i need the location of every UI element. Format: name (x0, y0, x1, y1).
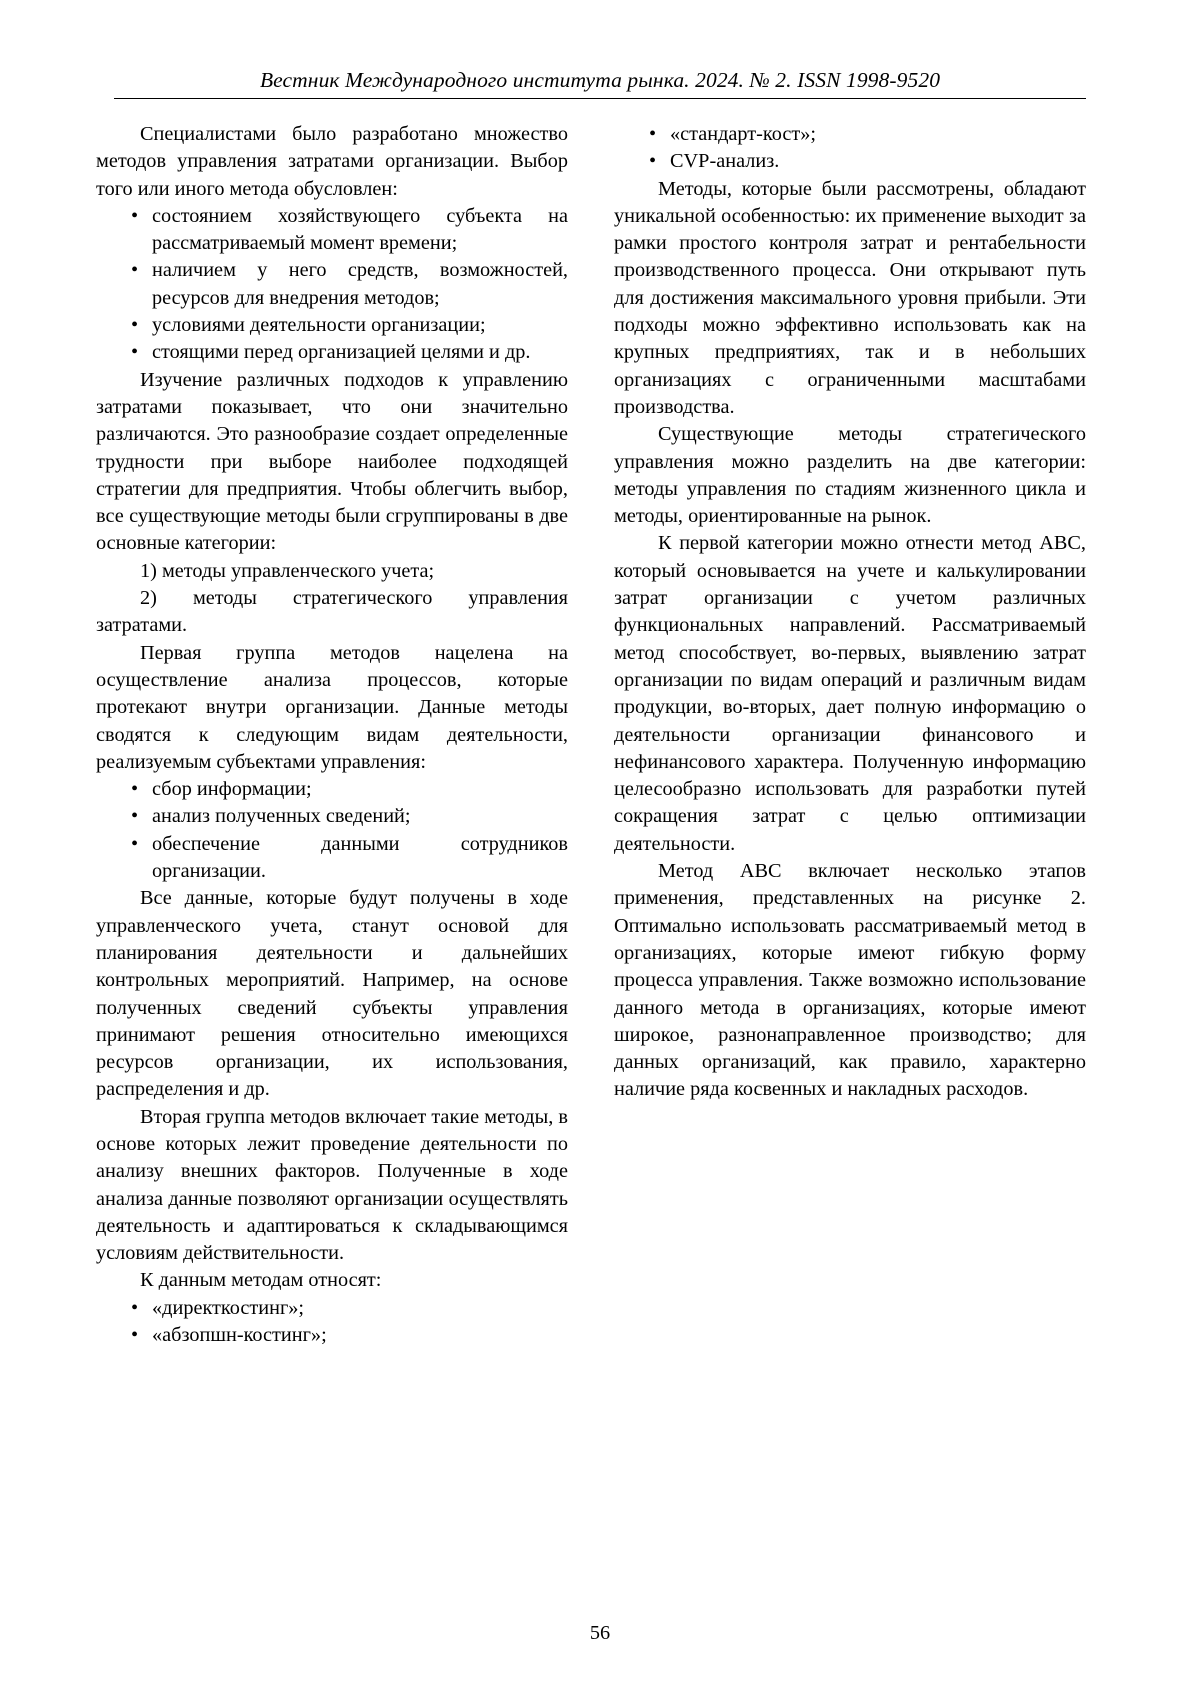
bullet-list-methods (96, 1295, 568, 1350)
list-item (96, 339, 568, 366)
paragraph: Метод АВС включает несколько этапов применения, представленных на рисунке 2. Оптимально использовать рассматриваемый метод в организациях, которые имеют гибкую форму процесса управления. Также возможно использование данного метода в организациях, которые имеют широкое, разнонаправленное производство; для данных организаций, как правило, характерно наличие ряда косвенных и накладных расходов. (614, 860, 1086, 1101)
paragraph: Изучение различных подходов к управлению затратами показывает, что они значительно различаются. Это разнообразие создает определенные трудности при выборе наиболее подходящей стратегии для предприятия. Чтобы облегчить выбор, все существующие методы были сгруппированы в две основные категории: (96, 368, 568, 555)
paragraph: Первая группа методов нацелена на осуществление анализа процессов, которые протекают внутри организации. Данные методы сводятся к следующим видам деятельности, реализуемым субъектами управления: (96, 641, 568, 773)
list-item (96, 257, 568, 312)
list-item (96, 831, 568, 886)
paragraph: Специалистами было разработано множество методов управления затратами организации. Выбор того или иного метода обусловлен: (96, 123, 568, 200)
bullet-icon: • (131, 259, 139, 282)
bullet-icon: • (131, 1324, 139, 1347)
list-item-label: CVP-анализ. (670, 150, 780, 173)
bullet-list-criteria (96, 203, 568, 367)
list-item-label: состоянием хозяйствующего субъекта на рассматриваемый момент времени; (152, 204, 568, 255)
paragraph: К первой категории можно отнести метод АВС, который основывается на учете и калькулировании затрат организации с учетом различных функциональных направлений. Рассматриваемый метод способствует, во-первых, выявлению затрат организации по видам операций и различным видам продукции, во-вторых, дает полную информацию о деятельности организации финансового и нефинансового характера. Полученную информацию целесообразно использовать для разработки путей сокращения затрат с целью оптимизации деятельности. (614, 532, 1086, 855)
paragraph: Вторая группа методов включает такие методы, в основе которых лежит проведение деятельности по анализу внешних факторов. Полученные в ходе анализа данные позволяют организации осуществлять деятельность и адаптироваться к складывающимся условиям действительности. (96, 1105, 568, 1265)
list-item (96, 776, 568, 803)
list-item-label: анализ полученных сведений; (152, 805, 411, 828)
list-item (96, 1322, 568, 1349)
bullet-icon: • (649, 150, 657, 173)
list-item-label: обеспечение данными сотрудников организации. (152, 832, 568, 883)
bullet-icon: • (131, 341, 139, 364)
paragraph: Все данные, которые будут получены в ходе управленческого учета, станут основой для планирования деятельности и дальнейших контрольных мероприятий. Например, на основе полученных сведений субъекты управления принимают решения относительно имеющихся ресурсов организации, их использования, распределения и др. (96, 887, 568, 1101)
list-item (96, 203, 568, 258)
list-item-label: «стандарт-кост»; (670, 123, 817, 145)
right-column (614, 121, 1086, 1349)
list-item-label: «директкостинг»; (152, 1296, 305, 1319)
bullet-icon: • (131, 805, 139, 828)
list-item-label: сбор информации; (152, 778, 312, 801)
list-item (96, 1295, 568, 1322)
left-column (96, 121, 568, 1349)
bullet-list-activities (96, 776, 568, 885)
bullet-icon: • (131, 1296, 139, 1319)
numbered-item: 2) методы стратегического управления затратами. (96, 587, 568, 637)
running-head: Вестник Международного института рынка. 2024. № 2. ISSN 1998-9520 (114, 68, 1086, 99)
list-item (96, 312, 568, 339)
list-item-label: «абзопшн-костинг»; (152, 1324, 327, 1347)
list-item (96, 803, 568, 830)
paragraph: Существующие методы стратегического управления можно разделить на две категории: методы управления по стадиям жизненного цикла и методы, ориентированные на рынок. (614, 423, 1086, 528)
paragraph: Методы, которые были рассмотрены, обладают уникальной особенностью: их применение выходит за рамки простого контроля затрат и рентабельности производственного процесса. Они открывают путь для достижения максимального уровня прибыли. Эти подходы можно эффективно использовать как на крупных предприятиях, так и в небольших организациях с ограниченными масштабами производства. (614, 177, 1086, 418)
bullet-icon: • (649, 123, 657, 145)
bullet-icon: • (131, 778, 139, 801)
list-item-label: наличием у него средств, возможностей, ресурсов для внедрения методов; (152, 259, 568, 309)
paragraph: К данным методам относят: (140, 1269, 382, 1292)
list-item-label: условиями деятельности организации; (152, 314, 486, 337)
bullet-icon: • (131, 204, 139, 227)
bullet-icon: • (131, 314, 139, 337)
bullet-list-methods-continued (614, 121, 1086, 176)
page-number: 56 (589, 1622, 611, 1644)
bullet-icon: • (131, 832, 139, 855)
numbered-item: 1) методы управленческого учета; (140, 559, 435, 582)
two-column-body (96, 121, 1104, 1349)
list-item (614, 121, 1086, 148)
list-item-label: стоящими перед организацией целями и др. (152, 341, 531, 364)
list-item (614, 148, 1086, 175)
